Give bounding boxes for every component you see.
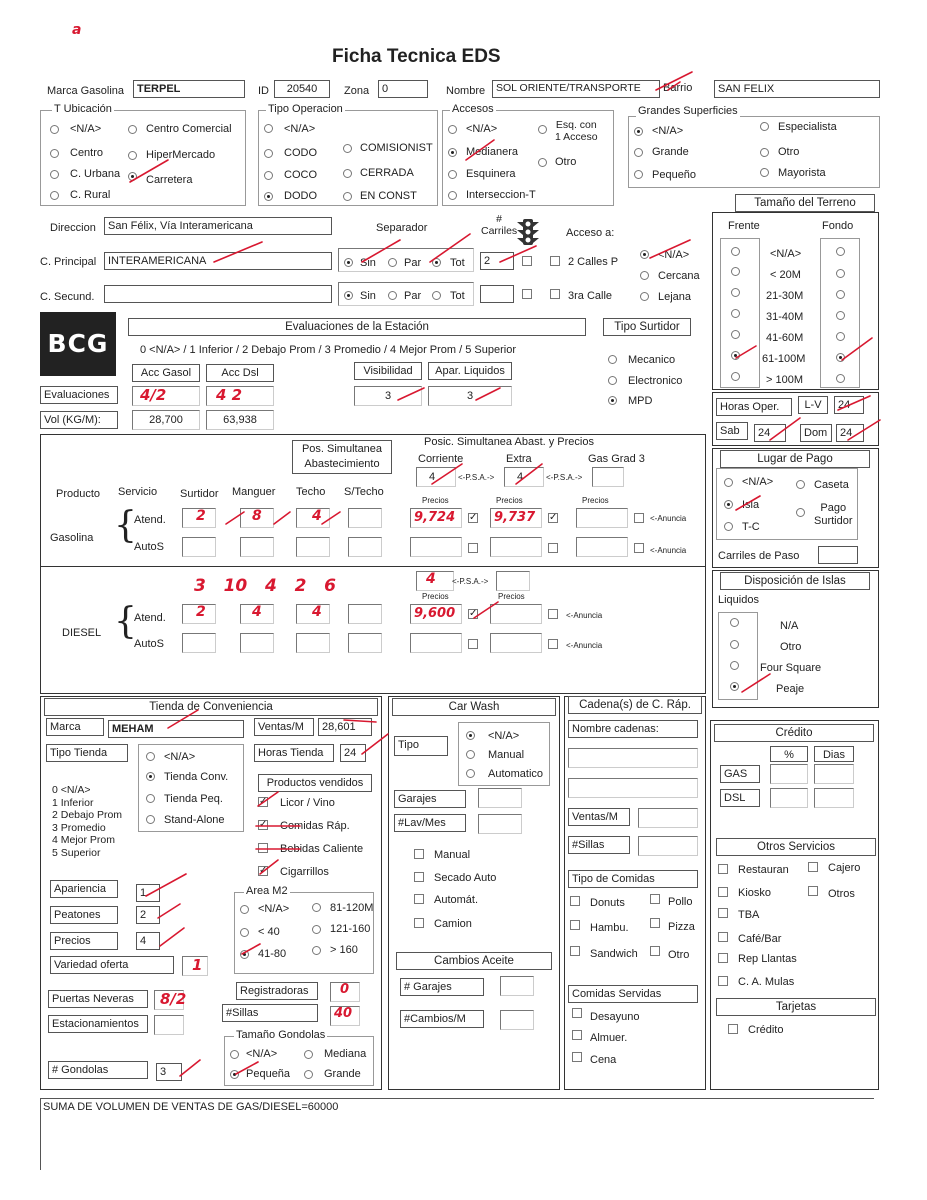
terreno-row-2: 21-30M bbox=[766, 290, 804, 302]
surtidor-mpd-label: MPD bbox=[628, 395, 653, 407]
direccion-label: Direccion bbox=[50, 222, 96, 234]
sep2-par-label: Par bbox=[404, 290, 422, 302]
area-title: Area M2 bbox=[246, 885, 288, 897]
area-121-label: 121-160 bbox=[330, 923, 371, 935]
gondolas-label: # Gondolas bbox=[48, 1061, 148, 1079]
donuts-label: Donuts bbox=[590, 897, 625, 909]
cambios-title: Cambios Aceite bbox=[396, 952, 552, 970]
dsl-atend-label: Atend. bbox=[134, 612, 166, 624]
area-4180-label: 41-80 bbox=[258, 948, 287, 960]
lv-field[interactable]: 24 bbox=[834, 396, 864, 414]
licor-label: Licor / Vino bbox=[280, 797, 335, 809]
vol-gas-field[interactable]: 28,700 bbox=[132, 410, 200, 430]
cadena-ventas-label: Ventas/M bbox=[568, 808, 630, 826]
corriente-psa-field[interactable]: 4 bbox=[416, 467, 456, 487]
estac-label: Estacionamientos bbox=[48, 1015, 148, 1033]
separador-label: Separador bbox=[376, 222, 428, 234]
hw-mang: 8 bbox=[252, 508, 262, 524]
secund-label: C. Secund. bbox=[40, 291, 95, 303]
cw-secado-label: Secado Auto bbox=[434, 872, 497, 884]
sup-peq-label: Pequeño bbox=[652, 169, 697, 181]
bcg-logo: BCG bbox=[40, 312, 116, 376]
sandwich-label: Sandwich bbox=[590, 948, 638, 960]
op-coco-label: COCO bbox=[284, 169, 317, 181]
cw-garajes-label: Garajes bbox=[394, 790, 466, 808]
fondo-label: Fondo bbox=[822, 220, 854, 232]
dsl-precio-1-check[interactable]: ✓ bbox=[469, 608, 478, 619]
otros-title: Otros Servicios bbox=[716, 838, 876, 856]
page-title: Ficha Tecnica EDS bbox=[332, 46, 501, 67]
barrio-field[interactable]: SAN FELIX bbox=[714, 80, 880, 98]
surtidor-header: Surtidor bbox=[180, 488, 219, 500]
ubic-carretera-label: Carretera bbox=[146, 174, 193, 186]
otro-comida-label: Otro bbox=[668, 949, 690, 961]
ubic-rural-label: C. Rural bbox=[70, 189, 111, 201]
tarjeta-credito-label: Crédito bbox=[748, 1024, 784, 1036]
lv-label: L-V bbox=[798, 396, 828, 414]
principal-field[interactable]: INTERAMERICANA bbox=[104, 252, 332, 270]
tipo-na-label: <N/A> bbox=[164, 751, 196, 763]
acc-dsl-label: Acc Dsl bbox=[206, 364, 274, 382]
nombre-label: Nombre bbox=[446, 85, 486, 97]
apar-label: Apar. Liquidos bbox=[428, 362, 512, 380]
acceso-cercana-label: Cercana bbox=[658, 270, 700, 282]
hw-diesel-price: 9,600 bbox=[414, 606, 456, 621]
desayuno-label: Desayuno bbox=[590, 1011, 640, 1023]
acceso-a-label: Acceso a: bbox=[566, 227, 615, 239]
hw-diesel-techo: 4 bbox=[312, 604, 322, 620]
pct-label: % bbox=[770, 746, 808, 762]
carriles-field[interactable]: 2 bbox=[480, 252, 514, 270]
ubic-hiper-label: HiperMercado bbox=[146, 149, 216, 161]
sab-field[interactable]: 24 bbox=[754, 424, 786, 442]
sep-tot-label: Tot bbox=[450, 257, 465, 269]
pollo-label: Pollo bbox=[668, 896, 693, 908]
sup-na-label: <N/A> bbox=[652, 125, 684, 137]
diesel-precios-1: Precios bbox=[422, 592, 449, 601]
marca-field[interactable]: TERPEL bbox=[133, 80, 245, 98]
sep-par-label: Par bbox=[404, 257, 422, 269]
calle3-label: 3ra Calle bbox=[568, 290, 613, 302]
hw-surt: 2 bbox=[196, 508, 206, 524]
id-label: ID bbox=[258, 85, 269, 97]
extra-psa-field[interactable]: 4 bbox=[504, 467, 544, 487]
surtidor-title: Tipo Surtidor bbox=[603, 318, 691, 336]
cambios-garajes-label: # Garajes bbox=[400, 978, 484, 996]
frente-label: Frente bbox=[728, 220, 760, 232]
hw-diesel-psa: 4 bbox=[426, 571, 436, 587]
tienda-marca-label: Marca bbox=[46, 718, 104, 736]
terreno-row-5: 61-100M bbox=[762, 353, 806, 365]
gasgrad-label: Gas Grad 3 bbox=[588, 453, 645, 465]
registr-label: Registradoras bbox=[236, 982, 318, 1000]
sup-esp-label: Especialista bbox=[778, 121, 837, 133]
gas-precio-1-check[interactable]: ✓ bbox=[469, 512, 478, 523]
cw-manual-check-label: Manual bbox=[434, 849, 471, 861]
id-field[interactable]: 20540 bbox=[274, 80, 330, 98]
apariencia-label: Apariencia bbox=[50, 880, 118, 898]
terreno-row-3: 31-40M bbox=[766, 311, 804, 323]
gas-atend-anuncia: <-Anuncia bbox=[650, 514, 687, 523]
gond-mediana-label: Mediana bbox=[324, 1048, 367, 1060]
hw-diesel-surt: 2 bbox=[196, 604, 206, 620]
visibilidad-label: Visibilidad bbox=[354, 362, 422, 380]
diesel-label: DIESEL bbox=[62, 627, 102, 639]
terreno-row-0: <N/A> bbox=[770, 248, 802, 260]
cadena-sillas-label: #Sillas bbox=[568, 836, 630, 854]
horas-tienda-field[interactable]: 24 bbox=[340, 744, 366, 762]
apariencia-field[interactable]: 1 bbox=[136, 884, 160, 902]
tarjetas-title: Tarjetas bbox=[716, 998, 876, 1016]
cw-manual-label: Manual bbox=[488, 749, 525, 761]
diesel-precios-2: Precios bbox=[498, 592, 525, 601]
cw-camion-label: Camion bbox=[434, 918, 472, 930]
acc-interseccion-label: Interseccion-T bbox=[466, 189, 536, 201]
tipo-tienda-label: Tipo Tienda bbox=[46, 744, 128, 762]
hw-acc-gasol: 4/2 bbox=[140, 386, 167, 404]
tam-gondolas-title: Tamaño Gondolas bbox=[236, 1029, 326, 1041]
area-81-label: 81-120M bbox=[330, 902, 374, 914]
sup-grande-label: Grande bbox=[652, 146, 689, 158]
evaluaciones-label: Evaluaciones bbox=[40, 386, 118, 404]
surtidor-electronico-label: Electronico bbox=[628, 375, 683, 387]
eval-scale: 0 <N/A> / 1 Inferior / 2 Debajo Prom / 3 Promedio / 4 Mejor Prom / 5 Superior bbox=[140, 344, 516, 356]
tba-label: TBA bbox=[738, 909, 760, 921]
dsl-autos-anuncia: <-Anuncia bbox=[566, 641, 603, 650]
dsl-autos-label: AutoS bbox=[134, 638, 164, 650]
scale-2: 2 Debajo Prom bbox=[52, 809, 123, 821]
sep2-sin-label: Sin bbox=[360, 290, 376, 302]
hw-puertas: 8/2 bbox=[160, 990, 187, 1008]
gond-pequena-label: Pequeña bbox=[246, 1068, 291, 1080]
gas-autos-label: AutoS bbox=[134, 541, 164, 553]
mulas-label: C. A. Mulas bbox=[738, 976, 795, 988]
diesel-psa-label: <-P.S.A.-> bbox=[452, 577, 489, 586]
comidas-check[interactable]: ✓ bbox=[259, 819, 268, 830]
hw-price-1: 9,724 bbox=[414, 510, 456, 525]
disp-four-label: Four Square bbox=[760, 662, 822, 674]
carriles-label: # Carriles bbox=[481, 213, 518, 238]
cambios-m-label: #Cambios/M bbox=[400, 1010, 484, 1028]
ubic-centro-label: Centro bbox=[70, 147, 104, 159]
comidas-label: Comidas Ráp. bbox=[280, 820, 350, 832]
pago-caseta-label: Caseta bbox=[814, 479, 849, 491]
disp-peaje-label: Peaje bbox=[776, 683, 805, 695]
pago-surtidor-label: Pago Surtidor bbox=[814, 502, 853, 527]
acc-otro-label: Otro bbox=[555, 156, 577, 168]
barrio-label: Barrio bbox=[663, 82, 693, 94]
acc-gasol-label: Acc Gasol bbox=[132, 364, 200, 382]
puertas-label: Puertas Neveras bbox=[48, 990, 148, 1008]
almuer-label: Almuer. bbox=[590, 1032, 628, 1044]
eval-title: Evaluaciones de la Estación bbox=[128, 318, 586, 336]
precios-label: Precios bbox=[50, 932, 118, 950]
hambu-label: Hambu. bbox=[590, 922, 629, 934]
restauran-label: Restauran bbox=[738, 864, 789, 876]
gas-precio-2-check[interactable]: ✓ bbox=[549, 512, 558, 523]
dom-label: Dom bbox=[800, 424, 832, 442]
op-comis-label: COMISIONIST bbox=[360, 142, 433, 154]
zona-field[interactable]: 0 bbox=[378, 80, 428, 98]
carriles-paso-label: Carriles de Paso bbox=[718, 550, 800, 562]
hw-diesel-top: 3 10 4 2 6 bbox=[194, 576, 336, 596]
sup-may-label: Mayorista bbox=[778, 167, 826, 179]
gas-atend-label: Atend. bbox=[134, 514, 166, 526]
op-dodo-label: DODO bbox=[284, 190, 317, 202]
cw-auto-label: Automatico bbox=[488, 768, 544, 780]
visibilidad-field[interactable]: 3 bbox=[354, 386, 422, 406]
peatones-label: Peatones bbox=[50, 906, 118, 924]
liquidos-label: Liquidos bbox=[718, 594, 759, 606]
hw-variedad: 1 bbox=[192, 956, 203, 974]
cena-label: Cena bbox=[590, 1054, 617, 1066]
zona-label: Zona bbox=[344, 85, 370, 97]
apar-field[interactable]: 3 bbox=[428, 386, 512, 406]
terreno-title: Tamaño del Terreno bbox=[735, 194, 875, 212]
pago-na-label: <N/A> bbox=[742, 476, 774, 488]
tipo-peq-label: Tienda Peq. bbox=[164, 793, 223, 805]
licor-check[interactable]: ✓ bbox=[259, 796, 268, 807]
corner-mark: a bbox=[72, 22, 82, 38]
hw-diesel-mang: 4 bbox=[252, 604, 262, 620]
otros-label: Otros bbox=[828, 888, 855, 900]
gond-na-label: <N/A> bbox=[246, 1048, 278, 1060]
op-cerrada-label: CERRADA bbox=[360, 167, 414, 179]
cw-automat-label: Automát. bbox=[434, 894, 479, 906]
manguer-header: Manguer bbox=[232, 486, 276, 498]
scale-0: 0 <N/A> bbox=[52, 784, 91, 796]
producto-header: Producto bbox=[56, 488, 101, 500]
nombre-field[interactable]: SOL ORIENTE/TRANSPORTE bbox=[492, 80, 660, 98]
hw-acc-dsl: 4 2 bbox=[216, 386, 243, 404]
acceso-lejana-label: Lejana bbox=[658, 291, 692, 303]
horas-label: Horas Oper. bbox=[716, 398, 792, 416]
cigarrillos-check[interactable]: ✓ bbox=[259, 865, 268, 876]
terreno-row-6: > 100M bbox=[766, 374, 803, 386]
precios-header-1: Precios bbox=[422, 496, 449, 505]
hw-price-2: 9,737 bbox=[494, 510, 536, 525]
direccion-field[interactable]: San Félix, Vía Interamericana bbox=[104, 217, 332, 235]
ventas-label: Ventas/M bbox=[254, 718, 314, 736]
acc-na-label: <N/A> bbox=[466, 123, 498, 135]
ubic-cc-label: Centro Comercial bbox=[146, 123, 232, 135]
vol-dsl-field[interactable]: 63,938 bbox=[206, 410, 274, 430]
extra-label: Extra bbox=[506, 453, 532, 465]
variedad-label: Variedad oferta bbox=[50, 956, 174, 974]
acc-esq-label: Esq. con 1 Acceso bbox=[555, 119, 598, 144]
vol-label: Vol (KG/M): bbox=[40, 411, 118, 429]
tipo-conv-label: Tienda Conv. bbox=[164, 771, 229, 783]
op-enconst-label: EN CONST bbox=[360, 190, 417, 202]
area-na-label: <N/A> bbox=[258, 903, 290, 915]
dias-label: Dias bbox=[814, 746, 854, 762]
peatones-field[interactable]: 2 bbox=[136, 906, 160, 924]
gas-autos-anuncia: <-Anuncia bbox=[650, 546, 687, 555]
terreno-row-4: 41-60M bbox=[766, 332, 804, 344]
pago-isla-label: Isla bbox=[742, 499, 760, 511]
sep2-tot-label: Tot bbox=[450, 290, 465, 302]
stecho-header: S/Techo bbox=[344, 486, 384, 498]
precios-field[interactable]: 4 bbox=[136, 932, 160, 950]
calles2-label: 2 Calles P bbox=[568, 256, 619, 268]
disp-otro-label: Otro bbox=[780, 641, 802, 653]
ubic-urbana-label: C. Urbana bbox=[70, 168, 121, 180]
dsl-label: DSL bbox=[720, 789, 760, 807]
scale-3: 3 Promedio bbox=[52, 821, 106, 834]
bebidas-label: Bebidas Caliente bbox=[280, 843, 364, 855]
psa-label-2: <-P.S.A.-> bbox=[546, 473, 583, 482]
gas-label: GAS bbox=[720, 765, 760, 783]
sup-otro-label: Otro bbox=[778, 146, 800, 158]
hw-registr: 0 bbox=[340, 982, 350, 997]
scale-4: 4 Mejor Prom bbox=[52, 834, 116, 846]
productos-vendidos-label: Productos vendidos bbox=[258, 774, 372, 792]
cw-tipo-label: Tipo bbox=[394, 736, 448, 756]
sillas-label: #Sillas bbox=[222, 1004, 318, 1022]
tienda-marca-field[interactable]: MEHAM bbox=[108, 720, 244, 738]
precios-header-2: Precios bbox=[496, 496, 523, 505]
sep-sin-label: Sin bbox=[360, 257, 376, 269]
hw-techo: 4 bbox=[312, 508, 322, 524]
llantas-label: Rep Llantas bbox=[738, 953, 797, 965]
cajero-label: Cajero bbox=[828, 862, 861, 874]
acc-medianera-label: Medianera bbox=[466, 146, 518, 158]
posic-label: Posic. Simultanea Abast. y Precios bbox=[424, 436, 594, 448]
nombre-cadenas-label: Nombre cadenas: bbox=[568, 720, 698, 738]
principal-label: C. Principal bbox=[40, 256, 97, 268]
acceso-na-label: <N/A> bbox=[658, 249, 690, 261]
op-codo-label: CODO bbox=[284, 147, 317, 159]
servidas-label: Comidas Servidas bbox=[568, 985, 698, 1003]
terreno-row-1: < 20M bbox=[770, 269, 801, 281]
cigarrillos-label: Cigarrillos bbox=[280, 866, 329, 878]
area-160-label: > 160 bbox=[330, 944, 358, 956]
tipo-comidas-label: Tipo de Comidas bbox=[568, 870, 698, 888]
gond-grande-label: Grande bbox=[324, 1068, 361, 1080]
ubicacion-title: T Ubicación bbox=[54, 103, 112, 115]
psa-label-1: <-P.S.A.-> bbox=[458, 473, 495, 482]
notes-text: SUMA DE VOLUMEN DE VENTAS DE GAS/DIESEL=60000 bbox=[43, 1101, 339, 1113]
scale-1: 1 Inferior bbox=[52, 796, 94, 809]
cafe-label: Café/Bar bbox=[738, 933, 782, 945]
gasolina-label: Gasolina bbox=[50, 532, 94, 544]
cw-na-label: <N/A> bbox=[488, 730, 520, 742]
tienda-title: Tienda de Conveniencia bbox=[44, 698, 378, 716]
disp-na-label: N/A bbox=[780, 620, 799, 632]
acc-esquinera-label: Esquinera bbox=[466, 168, 516, 180]
diesel-brace: { bbox=[114, 601, 137, 642]
tipo-stand-label: Stand-Alone bbox=[164, 814, 225, 826]
sab-label: Sab bbox=[716, 422, 748, 440]
precios-header-3: Precios bbox=[582, 496, 609, 505]
techo-header: Techo bbox=[296, 486, 326, 498]
scale-5: 5 Superior bbox=[52, 846, 101, 859]
ubic-na-label: <N/A> bbox=[70, 123, 102, 135]
accesos-title: Accesos bbox=[452, 103, 494, 115]
op-na-label: <N/A> bbox=[284, 123, 316, 135]
surtidor-mecanico-label: Mecanico bbox=[628, 354, 676, 366]
dsl-atend-anuncia: <-Anuncia bbox=[566, 611, 603, 620]
horas-tienda-label: Horas Tienda bbox=[254, 744, 334, 762]
cw-lav-label: #Lav/Mes bbox=[394, 814, 466, 832]
cadena-title: Cadena(s) de C. Ráp. bbox=[568, 696, 702, 714]
gasolina-brace: { bbox=[114, 505, 137, 546]
superficies-title: Grandes Superficies bbox=[638, 105, 738, 117]
hw-sillas: 40 bbox=[334, 1006, 353, 1021]
servicio-header: Servicio bbox=[118, 486, 158, 498]
kiosko-label: Kiosko bbox=[738, 887, 772, 899]
credito-title: Crédito bbox=[714, 724, 874, 742]
disp-title: Disposición de Islas bbox=[720, 572, 870, 590]
ventas-field[interactable]: 28,601 bbox=[318, 718, 372, 736]
carwash-title: Car Wash bbox=[392, 698, 556, 716]
operacion-title: Tipo Operacion bbox=[268, 103, 343, 115]
pos-sim-label: Pos. Simultanea Abastecimiento bbox=[292, 440, 392, 474]
area-40-label: < 40 bbox=[258, 926, 280, 938]
dom-field[interactable]: 24 bbox=[836, 424, 864, 442]
corriente-label: Corriente bbox=[418, 453, 464, 465]
pago-title: Lugar de Pago bbox=[720, 450, 870, 468]
pago-tc-label: T-C bbox=[742, 521, 760, 533]
gondolas-field[interactable]: 3 bbox=[156, 1063, 182, 1081]
pizza-label: Pizza bbox=[668, 921, 695, 933]
marca-label: Marca Gasolina bbox=[47, 85, 125, 97]
